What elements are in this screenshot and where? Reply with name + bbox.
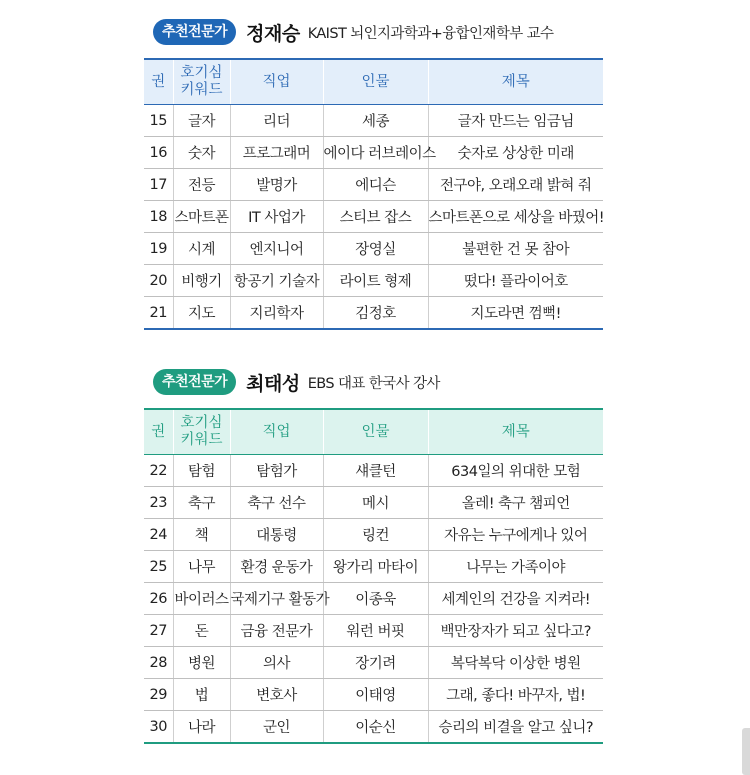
person-cell: 워런 버핏 <box>323 615 428 647</box>
table-row <box>144 487 603 519</box>
scrollbar-edge[interactable] <box>742 728 750 775</box>
title-cell: 글자 만드는 임금님 <box>428 105 603 137</box>
table-header-row <box>144 409 603 455</box>
person-cell: 라이트 형제 <box>323 265 428 297</box>
volume-cell: 16 <box>144 137 173 169</box>
volume-cell: 20 <box>144 265 173 297</box>
title-cell: 세계인의 건강을 지켜라! <box>428 583 603 615</box>
table-row <box>144 233 603 265</box>
person-cell: 섀클턴 <box>323 455 428 487</box>
title-cell: 복닥복닥 이상한 병원 <box>428 647 603 679</box>
expert-description: KAIST 뇌인지과학과+융합인재학부 교수 <box>307 25 554 42</box>
title-cell: 자유는 누구에게나 있어 <box>428 519 603 551</box>
column-header-keyword: 호기심 키워드 <box>173 409 230 455</box>
volume-cell: 19 <box>144 233 173 265</box>
table-row <box>144 519 603 551</box>
table-row <box>144 679 603 711</box>
table-header-row <box>144 59 603 105</box>
job-cell: 환경 운동가 <box>230 551 323 583</box>
job-cell: 대통령 <box>230 519 323 551</box>
keyword-cell: 전등 <box>173 169 230 201</box>
table-row <box>144 265 603 297</box>
volume-cell: 28 <box>144 647 173 679</box>
column-header-volume: 권 <box>144 59 173 105</box>
person-cell: 장기려 <box>323 647 428 679</box>
column-header-person: 인물 <box>323 59 428 105</box>
person-cell: 스티브 잡스 <box>323 201 428 233</box>
job-cell: 항공기 기술자 <box>230 265 323 297</box>
book-table <box>144 408 603 744</box>
volume-cell: 18 <box>144 201 173 233</box>
keyword-cell: 법 <box>173 679 230 711</box>
keyword-cell: 축구 <box>173 487 230 519</box>
table-row <box>144 297 603 330</box>
table-row <box>144 711 603 744</box>
column-header-job: 직업 <box>230 59 323 105</box>
volume-cell: 21 <box>144 297 173 330</box>
title-cell: 634일의 위대한 모험 <box>428 455 603 487</box>
title-cell: 백만장자가 되고 싶다고? <box>428 615 603 647</box>
person-cell: 왕가리 마타이 <box>323 551 428 583</box>
book-table <box>144 58 603 330</box>
title-cell: 숫자로 상상한 미래 <box>428 137 603 169</box>
job-cell: 리더 <box>230 105 323 137</box>
person-cell: 에디슨 <box>323 169 428 201</box>
job-cell: 프로그래머 <box>230 137 323 169</box>
title-cell: 승리의 비결을 알고 싶니? <box>428 711 603 744</box>
expert-name: 최태성 <box>246 372 300 395</box>
volume-cell: 24 <box>144 519 173 551</box>
title-cell: 전구야, 오래오래 밝혀 줘 <box>428 169 603 201</box>
volume-cell: 25 <box>144 551 173 583</box>
keyword-cell: 시계 <box>173 233 230 265</box>
job-cell: 축구 선수 <box>230 487 323 519</box>
person-cell: 이순신 <box>323 711 428 744</box>
volume-cell: 17 <box>144 169 173 201</box>
table-row <box>144 551 603 583</box>
column-header-person: 인물 <box>323 409 428 455</box>
job-cell: 발명가 <box>230 169 323 201</box>
keyword-cell: 나무 <box>173 551 230 583</box>
keyword-cell: 책 <box>173 519 230 551</box>
table-row <box>144 583 603 615</box>
table-row <box>144 201 603 233</box>
expert-description: EBS 대표 한국사 강사 <box>307 375 440 392</box>
job-cell: 엔지니어 <box>230 233 323 265</box>
column-header-title: 제목 <box>428 409 603 455</box>
recommended-expert-badge: 추천전문가 <box>153 369 236 395</box>
job-cell: 의사 <box>230 647 323 679</box>
person-cell: 이태영 <box>323 679 428 711</box>
table-row <box>144 105 603 137</box>
keyword-cell: 글자 <box>173 105 230 137</box>
volume-cell: 26 <box>144 583 173 615</box>
recommended-expert-badge: 추천전문가 <box>153 19 236 45</box>
person-cell: 장영실 <box>323 233 428 265</box>
column-header-volume: 권 <box>144 409 173 455</box>
keyword-cell: 탐험 <box>173 455 230 487</box>
title-cell: 그래, 좋다! 바꾸자, 법! <box>428 679 603 711</box>
person-cell: 메시 <box>323 487 428 519</box>
job-cell: 지리학자 <box>230 297 323 330</box>
keyword-cell: 스마트폰 <box>173 201 230 233</box>
table-row <box>144 169 603 201</box>
title-cell: 떴다! 플라이어호 <box>428 265 603 297</box>
table-row <box>144 615 603 647</box>
person-cell: 에이다 러브레이스 <box>323 137 428 169</box>
title-cell: 불편한 건 못 참아 <box>428 233 603 265</box>
volume-cell: 22 <box>144 455 173 487</box>
job-cell: IT 사업가 <box>230 201 323 233</box>
volume-cell: 29 <box>144 679 173 711</box>
table-row <box>144 455 603 487</box>
title-cell: 올레! 축구 챔피언 <box>428 487 603 519</box>
column-header-job: 직업 <box>230 409 323 455</box>
section-header <box>153 18 553 46</box>
volume-cell: 30 <box>144 711 173 744</box>
keyword-cell: 병원 <box>173 647 230 679</box>
keyword-cell: 돈 <box>173 615 230 647</box>
expert-name: 정재승 <box>246 22 300 45</box>
person-cell: 김정호 <box>323 297 428 330</box>
keyword-cell: 지도 <box>173 297 230 330</box>
keyword-cell: 비행기 <box>173 265 230 297</box>
volume-cell: 23 <box>144 487 173 519</box>
job-cell: 군인 <box>230 711 323 744</box>
job-cell: 변호사 <box>230 679 323 711</box>
keyword-cell: 바이러스 <box>173 583 230 615</box>
keyword-cell: 숫자 <box>173 137 230 169</box>
job-cell: 금융 전문가 <box>230 615 323 647</box>
person-cell: 세종 <box>323 105 428 137</box>
title-cell: 지도라면 껌뻑! <box>428 297 603 330</box>
job-cell: 국제기구 활동가 <box>230 583 323 615</box>
volume-cell: 27 <box>144 615 173 647</box>
title-cell: 나무는 가족이야 <box>428 551 603 583</box>
job-cell: 탐험가 <box>230 455 323 487</box>
keyword-cell: 나라 <box>173 711 230 744</box>
table-row <box>144 647 603 679</box>
person-cell: 이종욱 <box>323 583 428 615</box>
column-header-keyword: 호기심 키워드 <box>173 59 230 105</box>
title-cell: 스마트폰으로 세상을 바꿨어! <box>428 201 603 233</box>
column-header-title: 제목 <box>428 59 603 105</box>
table-row <box>144 137 603 169</box>
volume-cell: 15 <box>144 105 173 137</box>
person-cell: 링컨 <box>323 519 428 551</box>
section-header <box>153 368 440 396</box>
